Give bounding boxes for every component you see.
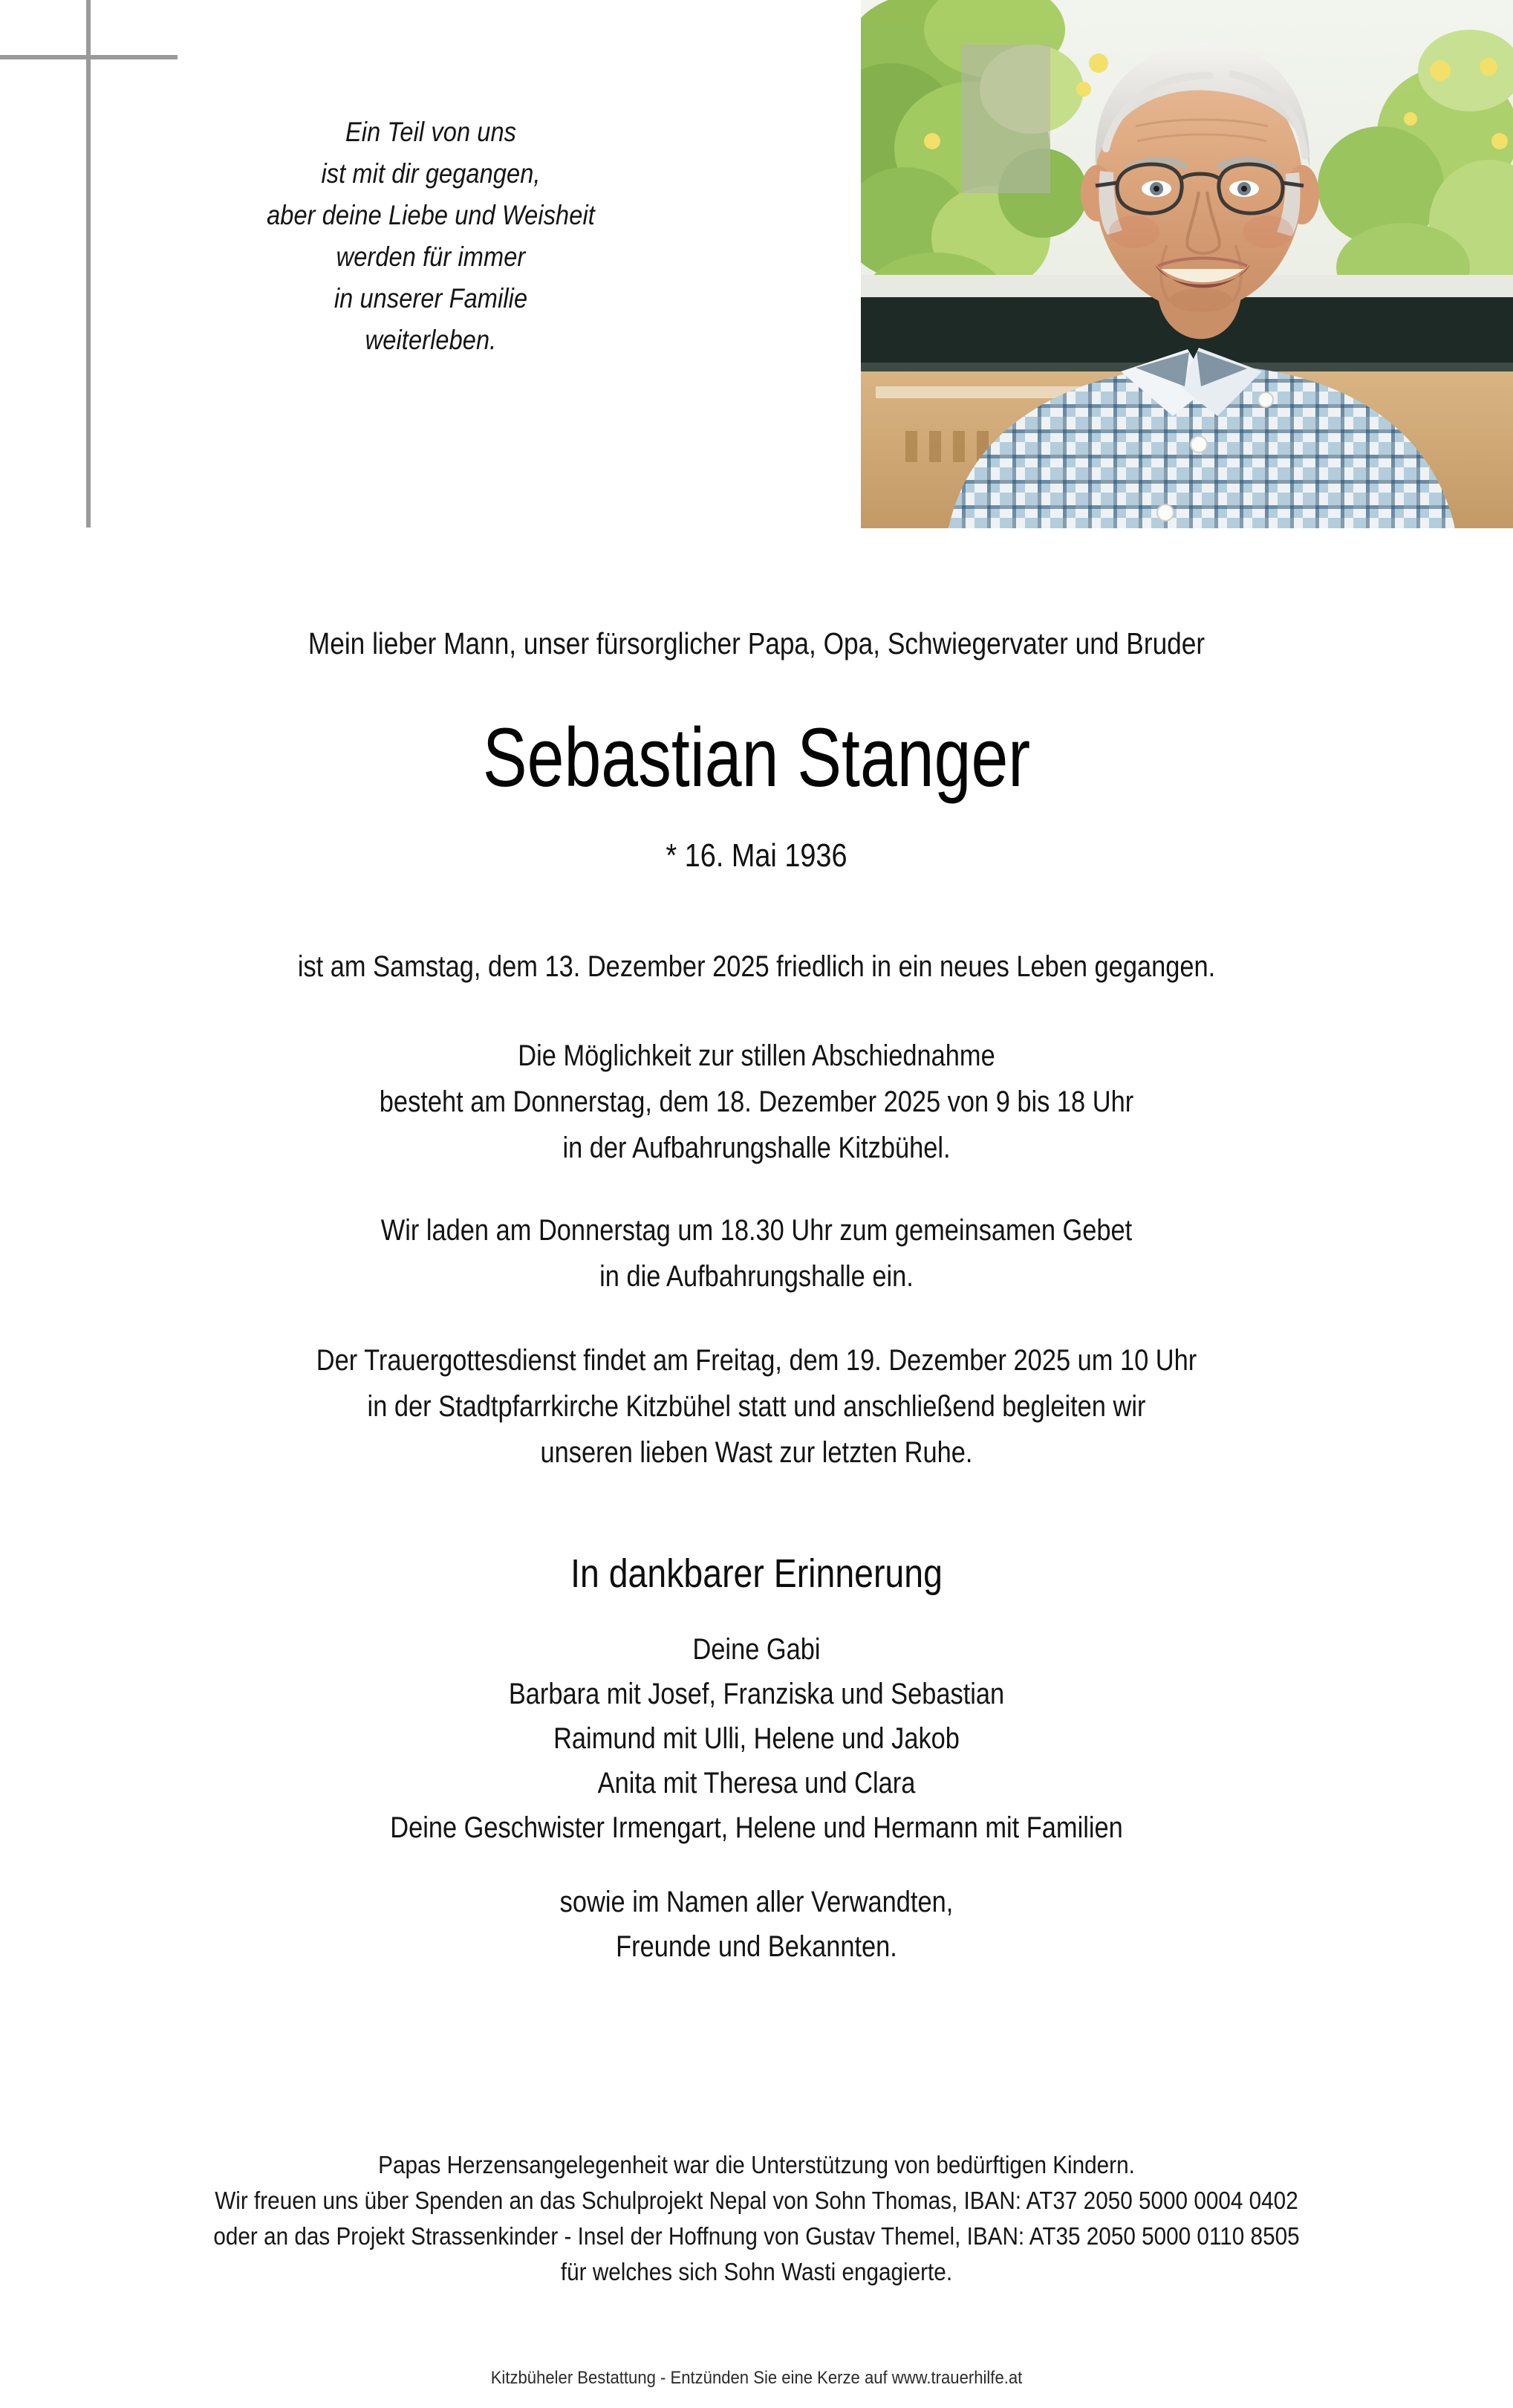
family-line: Barbara mit Josef, Franziska und Sebastian [508,1678,1005,1710]
service-line: in der Stadtpfarrkirche Kitzbühel statt und anschließend begleiten wir [367,1390,1146,1423]
memorial-poem [169,111,692,361]
deceased-name-text: Sebastian Stanger [482,711,1031,804]
donation-note [0,2147,1513,2290]
poem-line: weiterleben. [365,325,497,355]
family-line: Deine Gabi [692,1633,821,1666]
cross-horizontal-bar-icon [0,55,178,59]
closing-statement [0,1880,1513,1969]
poem-line: aber deine Liebe und Weisheit [267,200,595,230]
viewing-line: in der Aufbahrungshalle Kitzbühel. [562,1132,951,1164]
poem-line: in unserer Familie [333,283,528,314]
family-line: Raimund mit Ulli, Helene und Jakob [553,1722,960,1755]
service-line: unseren lieben Wast zur letzten Ruhe. [540,1436,973,1469]
donation-line: Wir freuen uns über Spenden an das Schulprojekt Nepal von Sohn Thomas, IBAN: AT37 2050 5000 0004 0402 [215,2187,1298,2214]
donation-line: oder an das Projekt Strassenkinder - Insel der Hoffnung von Gustav Themel, IBAN: AT35 2050 5000 0110 8505 [213,2222,1300,2250]
prayer-invitation [0,1207,1513,1299]
birth-date-text: * 16. Mai 1936 [666,837,847,874]
family-list [0,1627,1513,1850]
funeral-service-details [0,1337,1513,1476]
death-announcement-line: ist am Samstag, dem 13. Dezember 2025 friedlich in ein neues Leben gegangen. [297,950,1216,983]
viewing-details [0,1033,1513,1171]
poem-line: werden für immer [336,241,526,272]
viewing-line: besteht am Donnerstag, dem 18. Dezember 2025 von 9 bis 18 Uhr [379,1085,1134,1118]
death-announcement [0,944,1513,990]
prayer-line: Wir laden am Donnerstag um 18.30 Uhr zum gemeinsamen Gebet [380,1214,1133,1247]
closing-line: Freunde und Bekannten. [616,1930,897,1963]
birth-date [0,836,1513,876]
closing-line: sowie im Namen aller Verwandten, [559,1886,954,1918]
funeral-home-footer-text: Kitzbüheler Bestattung - Entzünden Sie eine Kerze auf www.trauerhilfe.at [490,2368,1023,2388]
relationship-intro [0,624,1513,663]
service-line: Der Trauergottesdienst findet am Freitag, dem 19. Dezember 2025 um 10 Uhr [316,1344,1197,1377]
poem-line: Ein Teil von uns [345,117,517,147]
poem-line: ist mit dir gegangen, [321,158,541,189]
memory-heading-text: In dankbarer Erinnerung [570,1551,943,1596]
funeral-home-footer [0,2366,1513,2390]
portrait-photo-illustration [861,0,1513,528]
viewing-line: Die Möglichkeit zur stillen Abschiednahme [518,1039,995,1072]
deceased-name [0,713,1513,802]
portrait-photo [861,0,1513,528]
donation-line: Papas Herzensangelegenheit war die Unterstützung von bedürftigen Kindern. [378,2151,1135,2178]
memory-heading [0,1549,1513,1598]
donation-line: für welches sich Sohn Wasti engagierte. [560,2258,953,2285]
cross-vertical-bar-icon [86,0,91,528]
family-line: Anita mit Theresa und Clara [597,1767,916,1799]
prayer-line: in die Aufbahrungshalle ein. [599,1260,914,1293]
relationship-intro-line: Mein lieber Mann, unser fürsorglicher Papa, Opa, Schwiegervater und Bruder [308,626,1205,661]
family-line: Deine Geschwister Irmengart, Helene und Hermann mit Familien [390,1811,1123,1844]
